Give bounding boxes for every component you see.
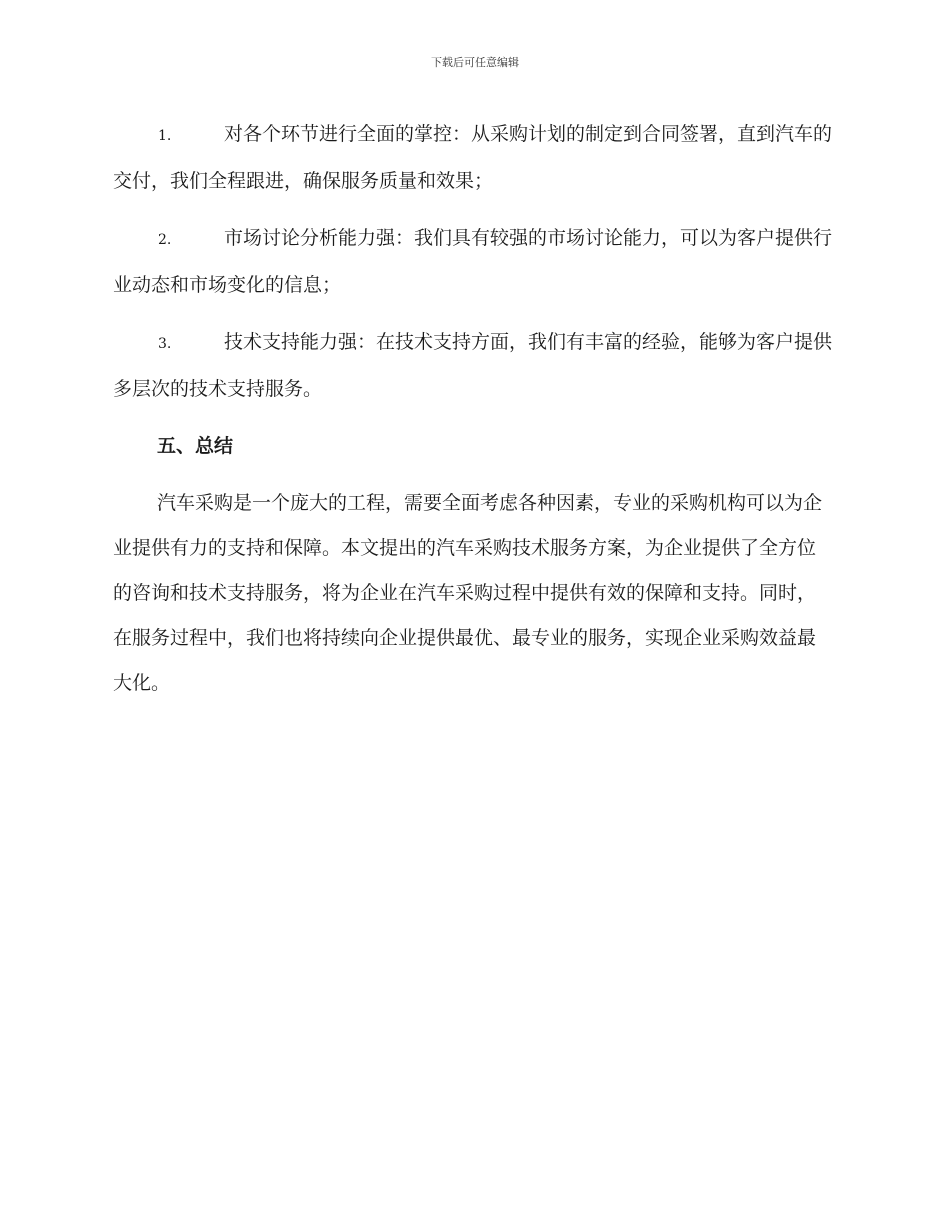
- section-heading: 五、总结: [157, 435, 234, 457]
- list-item: [113, 320, 833, 412]
- header-note: 下载后可任意编辑: [431, 56, 519, 69]
- list-number: 2.: [158, 232, 172, 248]
- list-number: 3.: [158, 336, 172, 352]
- summary-paragraph: 汽车采购是一个庞大的工程，需要全面考虑各种因素，专业的采购机构可以为企业提供有力的支持和保障。本文提出的汽车采购技术服务方案，为企业提供了全方位的咨询和技术支持服务，将为企业在汽车采购过程中提供有效的保障和支持。同时，在服务过程中，我们也将持续向企业提供最优、最专业的服务，实现企业采购效益最大化。: [113, 492, 823, 694]
- document-body: [113, 112, 833, 706]
- list-text: 市场讨论分析能力强：我们具有较强的市场讨论能力，可以为客户提供行业动态和市场变化的信息；: [113, 227, 833, 296]
- list-text: 技术支持能力强：在技术支持方面，我们有丰富的经验，能够为客户提供多层次的技术支持服务。: [113, 331, 833, 400]
- list-item: [113, 112, 833, 204]
- list-number: 1.: [158, 128, 172, 144]
- list-text: 对各个环节进行全面的掌控：从采购计划的制定到合同签署，直到汽车的交付，我们全程跟进，确保服务质量和效果；: [113, 123, 833, 192]
- list-item: [113, 216, 833, 308]
